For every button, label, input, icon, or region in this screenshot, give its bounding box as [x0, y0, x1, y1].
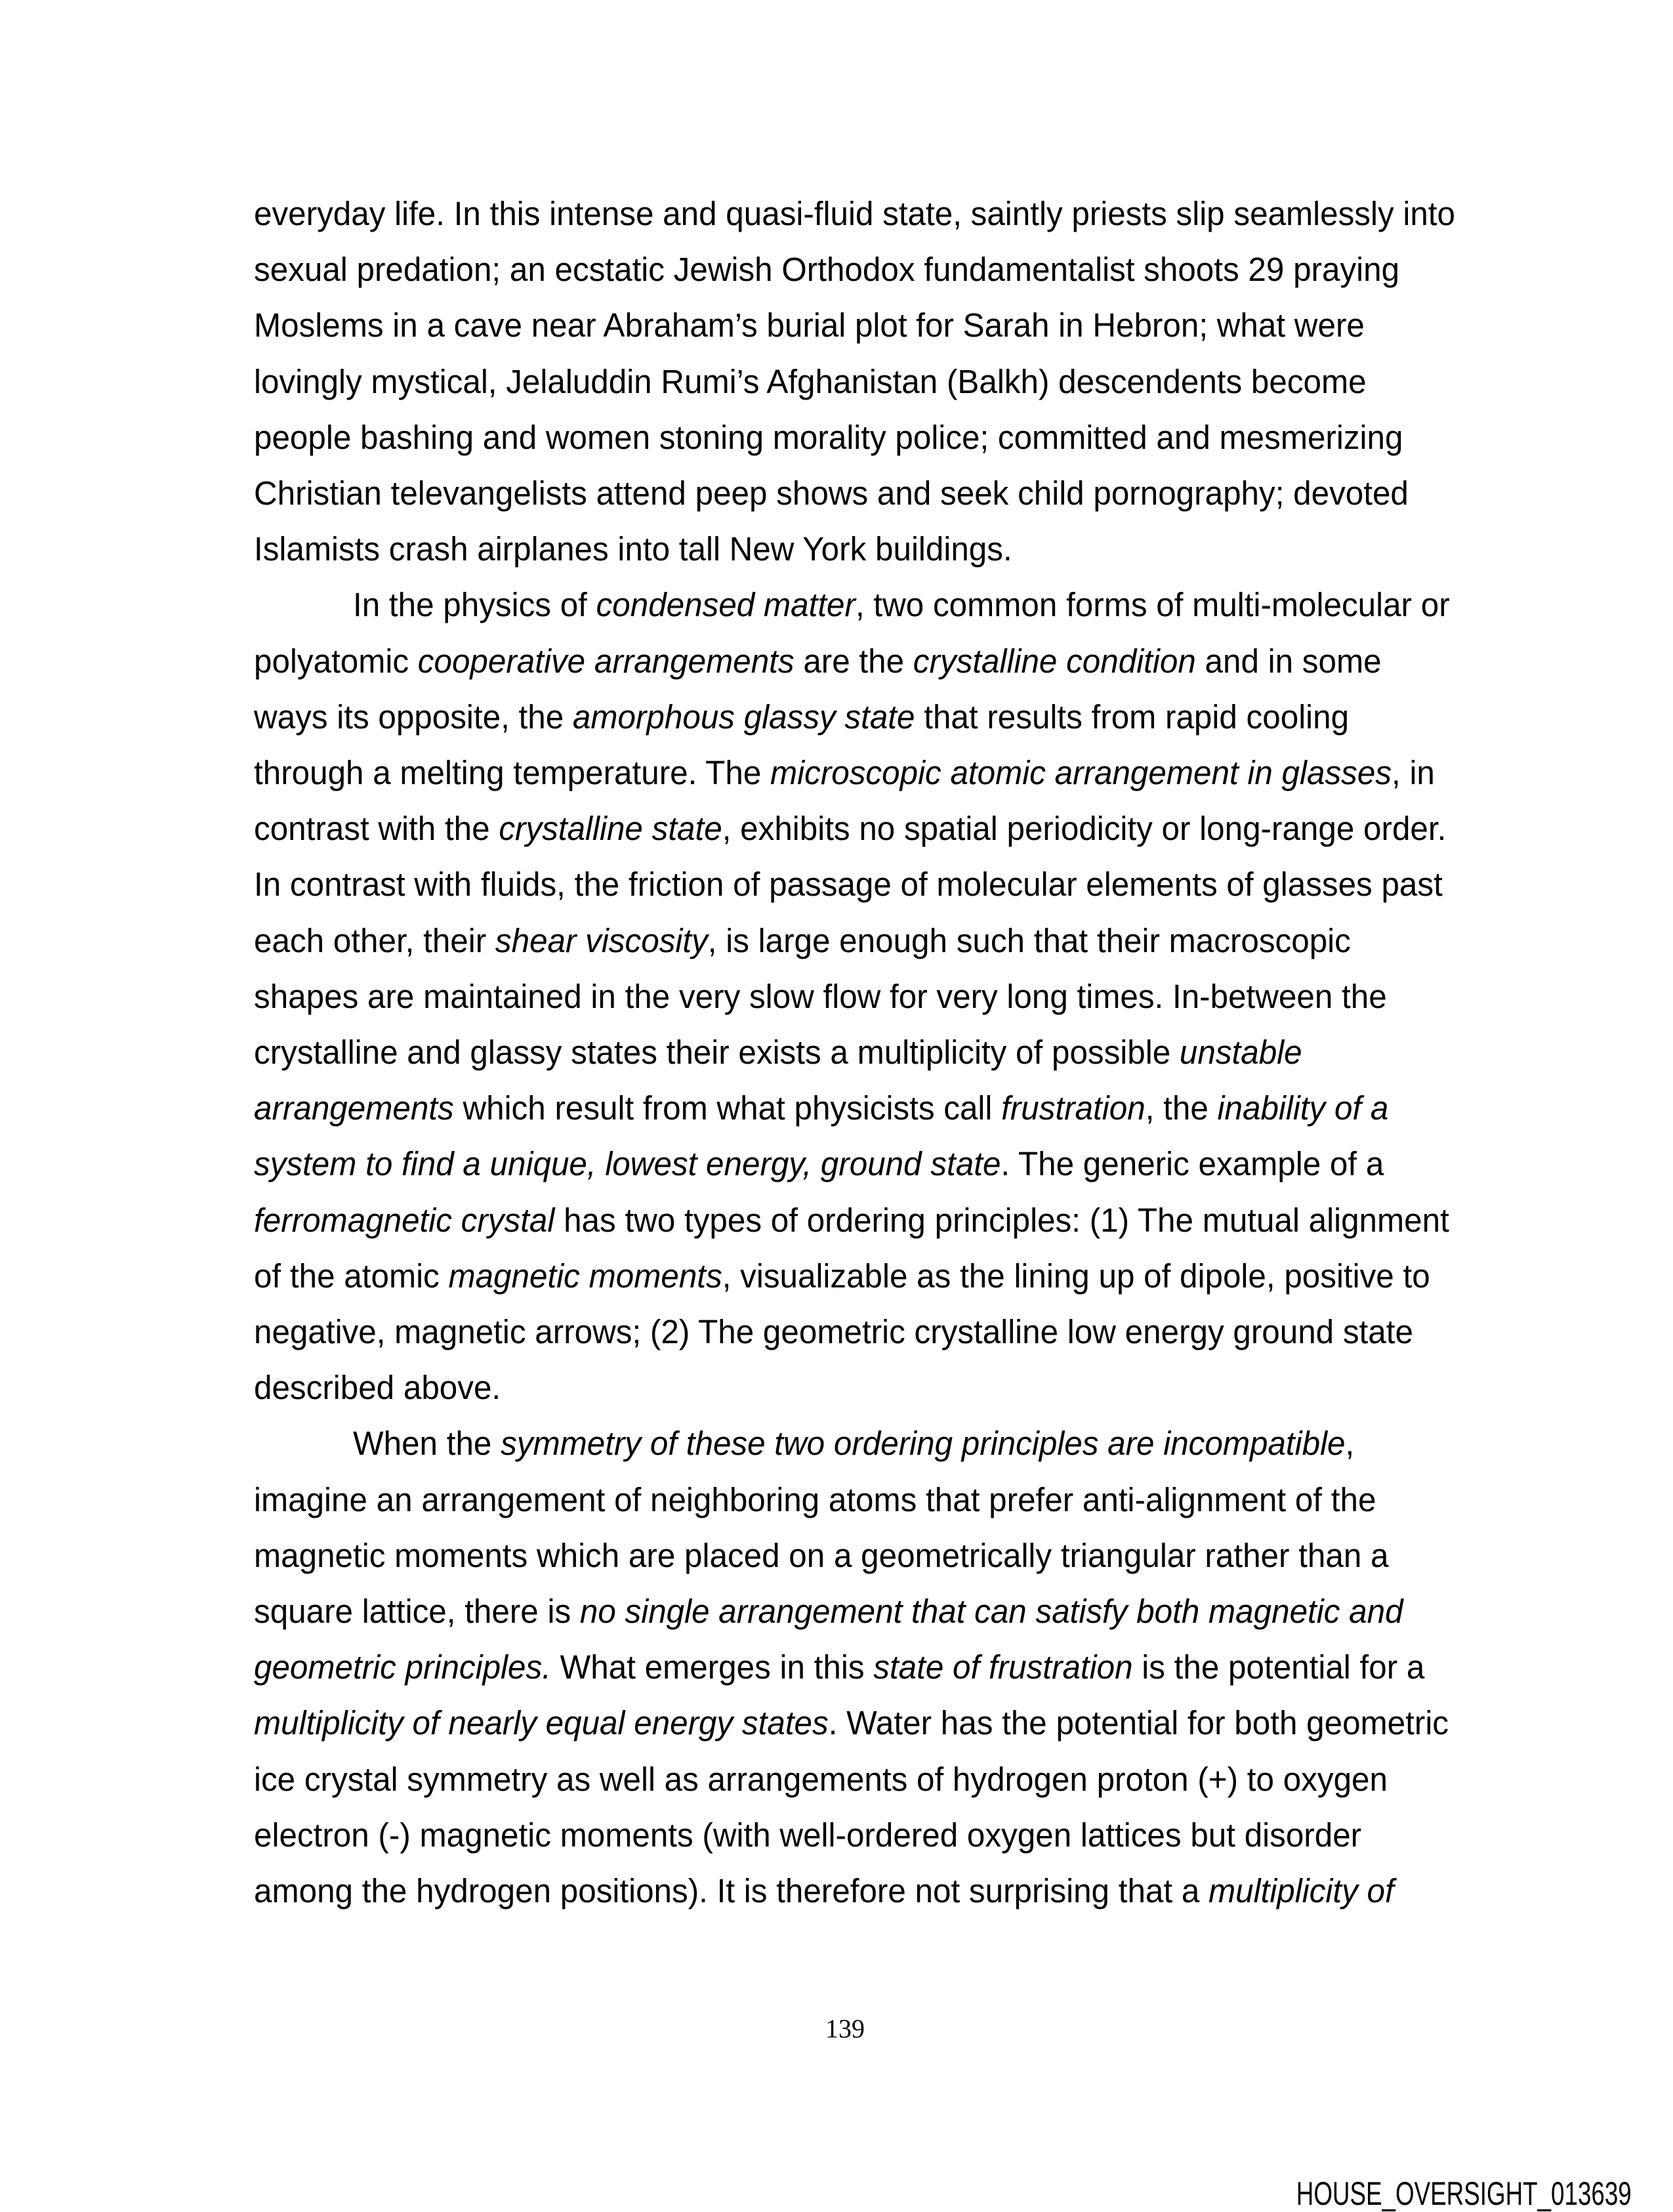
italic-text: microscopic atomic arrangement in glasses: [770, 754, 1392, 791]
text-span: ice crystal symmetry as well as arrangements of hydrogen proton (+) to oxygen: [254, 1760, 1388, 1798]
text-span: magnetic moments which are placed on a geometrically triangular rather than a: [254, 1536, 1389, 1574]
text-span: , is large enough such that their macroscopic: [707, 921, 1351, 959]
italic-text: geometric principles.: [254, 1648, 551, 1686]
text-line: [254, 241, 1399, 297]
italic-text: arrangements: [254, 1089, 454, 1127]
text-line: [254, 1583, 1403, 1639]
text-line: [254, 1751, 1388, 1807]
text-span: sexual predation; an ecstatic Jewish Orthodox fundamentalist shoots 29 praying: [254, 251, 1400, 289]
text-line: [254, 689, 1349, 745]
italic-text: cooperative arrangements: [417, 642, 795, 680]
text-span: ,: [1345, 1425, 1355, 1463]
italic-text: crystalline condition: [913, 642, 1196, 680]
text-span: In contrast with fluids, the friction of passage of molecular elements of glasses past: [254, 866, 1443, 904]
text-span: electron (-) magnetic moments (with well-ordered oxygen lattices but disorder: [254, 1816, 1362, 1854]
text-span: shapes are maintained in the very slow flow for very long times. In-between the: [254, 977, 1387, 1015]
italic-text: symmetry of these two ordering principles are incompatible: [501, 1425, 1346, 1463]
text-span: Islamists crash airplanes into tall New York buildings.: [254, 530, 1012, 568]
text-line: [254, 521, 1012, 577]
text-span: , in: [1392, 754, 1435, 791]
italic-text: system to find a unique, lowest energy, ground state: [254, 1145, 1001, 1183]
italic-text: shear viscosity: [495, 921, 708, 959]
text-span: is the potential for a: [1132, 1648, 1425, 1686]
italic-text: frustration: [1001, 1089, 1146, 1127]
text-line: [254, 1024, 1302, 1080]
text-span: lovingly mystical, Jelaluddin Rumi’s Afghanistan (Balkh) descendents become: [254, 362, 1367, 400]
text-span: which result from what physicists call: [453, 1089, 1002, 1127]
page-number: 139: [825, 2014, 865, 2043]
text-span: square lattice, there is: [254, 1593, 580, 1630]
text-span: . The generic example of a: [1001, 1145, 1384, 1183]
text-span: What emerges in this: [550, 1648, 874, 1686]
italic-text: unstable: [1179, 1033, 1302, 1071]
text-line: [254, 745, 1435, 801]
text-line: [254, 1136, 1384, 1192]
text-span: , exhibits no spatial periodicity or long-range order.: [722, 810, 1447, 848]
text-line: [254, 1080, 1388, 1136]
text-line: [254, 969, 1387, 1024]
text-span: Christian televangelists attend peep shows and seek child pornography; devoted: [254, 474, 1409, 512]
italic-text: inability of a: [1217, 1089, 1389, 1127]
text-span: described above.: [254, 1369, 501, 1407]
text-line: [254, 354, 1367, 409]
text-span: , the: [1145, 1089, 1218, 1127]
text-span: people bashing and women stoning morality police; committed and mesmerizing: [254, 418, 1403, 456]
text-line: [254, 465, 1409, 521]
text-span: polyatomic: [254, 642, 418, 680]
text-line: [254, 1528, 1388, 1583]
text-line: [353, 1415, 1354, 1471]
text-span: through a melting temperature. The: [254, 754, 771, 791]
italic-text: state of frustration: [873, 1648, 1133, 1686]
text-line: [254, 409, 1403, 465]
text-line: [254, 856, 1443, 912]
text-span: contrast with the: [254, 810, 499, 848]
text-span: In the physics of: [353, 586, 596, 624]
text-line: [254, 297, 1365, 353]
italic-text: condensed matter: [596, 586, 856, 624]
text-span: . Water has the potential for both geometric: [828, 1704, 1449, 1742]
text-line: [254, 186, 1455, 241]
text-span: and in some: [1195, 642, 1382, 680]
italic-text: no single arrangement that can satisfy both magnetic and: [579, 1593, 1403, 1630]
text-span: of the atomic: [254, 1257, 449, 1295]
italic-text: magnetic moments: [448, 1257, 722, 1295]
text-span: everyday life. In this intense and quasi-fluid state, saintly priests slip seamlessly into: [254, 195, 1455, 232]
italic-text: crystalline state: [499, 810, 722, 848]
text-line: [254, 1639, 1424, 1695]
text-line: [254, 1248, 1430, 1304]
text-span: Moslems in a cave near Abraham’s burial plot for Sarah in Hebron; what were: [254, 306, 1365, 344]
text-span: , visualizable as the lining up of dipole, positive to: [722, 1257, 1430, 1295]
text-line: [254, 1472, 1376, 1528]
text-line: [254, 1863, 1394, 1919]
text-span: among the hydrogen positions). It is therefore not surprising that a: [254, 1872, 1209, 1909]
text-line: [254, 1192, 1449, 1248]
italic-text: amorphous glassy state: [572, 698, 915, 736]
text-span: ways its opposite, the: [254, 698, 573, 736]
text-line: [254, 1304, 1413, 1360]
text-span: each other, their: [254, 921, 495, 959]
text-span: crystalline and glassy states their exists a multiplicity of possible: [254, 1033, 1180, 1071]
italic-text: multiplicity of: [1208, 1872, 1394, 1909]
text-span: imagine an arrangement of neighboring atoms that prefer anti-alignment of the: [254, 1480, 1376, 1518]
text-span: are the: [794, 642, 913, 680]
text-span: negative, magnetic arrows; (2) The geometric crystalline low energy ground state: [254, 1313, 1413, 1350]
italic-text: multiplicity of nearly equal energy states: [254, 1704, 829, 1742]
italic-text: ferromagnetic crystal: [254, 1201, 555, 1239]
text-line: [254, 633, 1382, 689]
text-line: [254, 801, 1446, 856]
text-line: [254, 1695, 1449, 1751]
text-span: that results from rapid cooling: [915, 698, 1350, 736]
text-line: [353, 577, 1450, 633]
text-line: [254, 913, 1351, 969]
text-line: [254, 1807, 1361, 1863]
bates-stamp: HOUSE_OVERSIGHT_013639: [1296, 2175, 1632, 2212]
text-line: [254, 1360, 501, 1415]
text-span: has two types of ordering principles: (1) The mutual alignment: [554, 1201, 1449, 1239]
text-span: , two common forms of multi-molecular or: [855, 586, 1450, 624]
text-span: When the: [353, 1425, 501, 1463]
